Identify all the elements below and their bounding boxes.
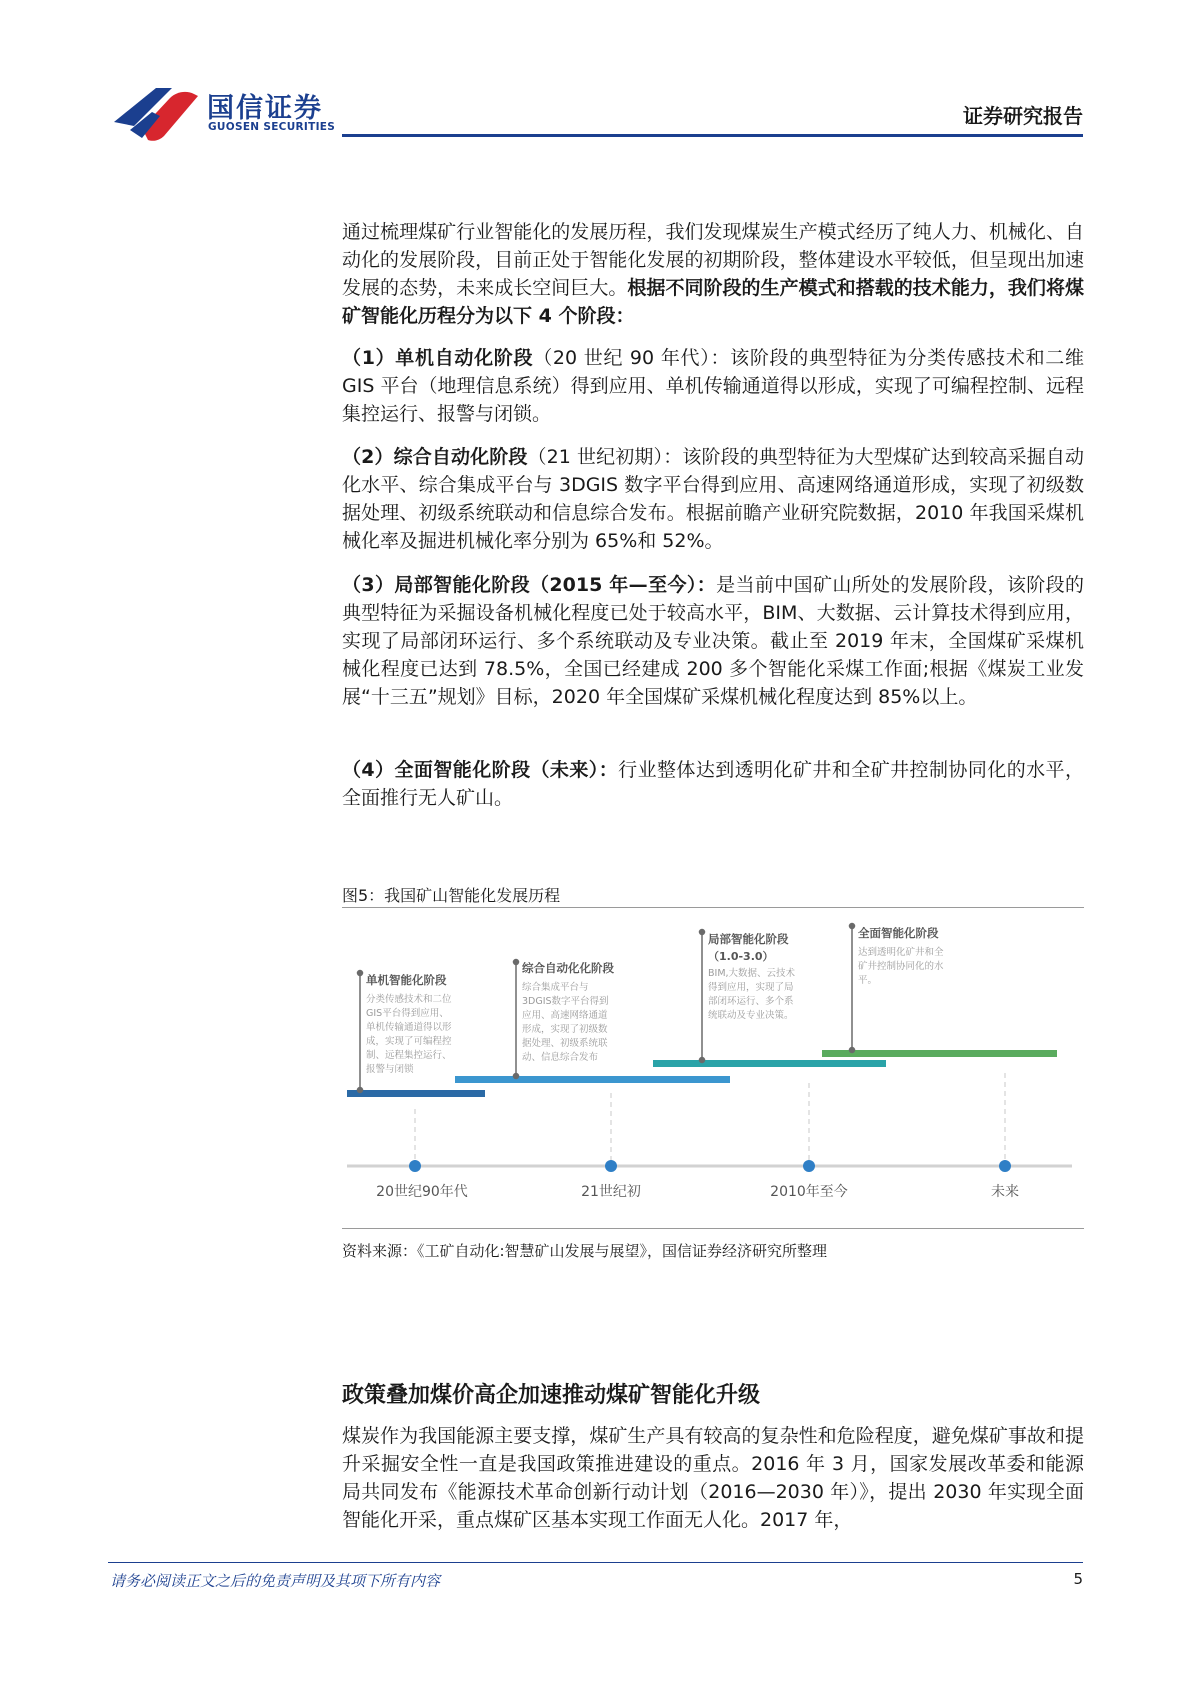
intro-paragraph	[342, 218, 1084, 330]
stage-paragraph	[342, 443, 1084, 555]
section-heading: 政策叠加煤价高企加速推动煤矿智能化升级	[342, 1383, 761, 1408]
stage-box-line: GIS平台得到应用、	[366, 1008, 449, 1019]
callout-dot	[850, 924, 855, 929]
stage-text: 是当前中国矿山所处的发展阶段，该阶段的典型特征为采掘设备机械化程度已处于较高水平，BIM、大数据、云计算技术得到应用，实现了局部闭环运行、多个系统联动及专业决策。截止至 2019 年末，全国煤矿采煤机械化程度已达到 78.5%，全国已经建成 200 多个智能化采煤工作面;根据《煤炭工业发展“十三五”规划》目标，2020 年全国煤矿采煤机械化程度达到 85%以上。	[342, 574, 1084, 708]
header-divider	[342, 134, 1083, 137]
timeline-node	[605, 1160, 617, 1172]
callout-dot	[514, 960, 519, 965]
stage-paragraph	[342, 756, 1084, 812]
figure-caption: 图5：我国矿山智能化发展历程	[342, 886, 561, 905]
stage-box-line: 单机传输通道得以形	[366, 1022, 452, 1033]
footer-disclaimer: 请务必阅读正文之后的免责声明及其项下所有内容	[110, 1572, 441, 1590]
timeline-node	[409, 1160, 421, 1172]
stage-box-line: 3DGIS数字平台得到	[522, 996, 609, 1007]
stage-box-line: 平。	[858, 975, 878, 986]
stage-title: （2）综合自动化阶段	[342, 446, 528, 468]
stage-box-title: 单机智能化阶段	[366, 973, 447, 987]
stage-box-line: 得到应用，实现了局	[708, 982, 794, 993]
report-type-label: 证券研究报告	[963, 104, 1083, 128]
policy-paragraph: 煤炭作为我国能源主要支撑，煤矿生产具有较高的复杂性和危险程度，避免煤矿事故和提升采掘安全性一直是我国政策推进建设的重点。2016 年 3 月，国家发展改革委和能源局共同发布《能源技术革命创新行动计划（2016—2030 年）》，提出 2030 年实现全面智能化开采，重点煤矿区基本实现工作面无人化。2017 年，	[342, 1425, 1084, 1531]
callout-dot	[850, 1048, 855, 1053]
timeline-label: 21世纪初	[581, 1184, 641, 1200]
stage-box-line: 据处理、初级系统联	[522, 1038, 608, 1049]
stage-box-line: 综合集成平台与	[522, 982, 589, 993]
stage-title: （4）全面智能化阶段（未来）：	[342, 759, 619, 781]
callout-dot	[514, 1074, 519, 1079]
callout-dot	[700, 930, 705, 935]
stage-period: （21 世纪初期）	[527, 446, 664, 468]
timeline-label: 未来	[991, 1184, 1019, 1200]
guosen-logo-icon	[112, 84, 202, 144]
stage-box-title: 全面智能化阶段	[858, 926, 939, 940]
stage-period: （20 世纪 90 年代）	[533, 347, 711, 369]
intro-bold-text: 根据不同阶段的生产模式和搭载的技术能力，我们将煤矿智能化历程分为以下 4 个阶段：	[342, 277, 1084, 327]
figure-source: 资料来源：《工矿自动化:智慧矿山发展与展望》，国信证券经济研究所整理	[342, 1242, 828, 1260]
intro-text: 通过梳理煤矿行业智能化的发展历程，我们发现煤炭生产模式经历了纯人力、机械化、自动化的发展阶段，目前正处于智能化发展的初期阶段，整体建设水平较低，但呈现出加速发展的态势，未来成长空间巨大。	[342, 221, 1084, 299]
callout-dot	[358, 1088, 363, 1093]
timeline-diagram	[342, 910, 1084, 1226]
stage-box-line: 矿井控制协同化的水	[858, 961, 944, 972]
stage-box-line: 应用、高速网络通道	[522, 1010, 608, 1021]
stage-box-line: 动、信息综合发布	[522, 1052, 599, 1063]
stage-box-line: 部闭环运行、多个系	[708, 996, 794, 1007]
timeline-label: 20世纪90年代	[376, 1184, 468, 1200]
stage-box-line: 统联动及专业决策。	[708, 1010, 794, 1021]
stage-paragraph	[342, 571, 1084, 711]
stage-title: （3）局部智能化阶段（2015 年—至今）：	[342, 574, 717, 596]
stage-paragraph	[342, 344, 1084, 428]
stage-box-subtitle: （1.0-3.0）	[708, 950, 774, 963]
stage-box-line: 制、远程集控运行、	[366, 1050, 452, 1061]
stage-box-line: 形成，实现了初级数	[522, 1024, 608, 1035]
stage-text: ：该阶段的典型特征为分类传感技术和二维 GIS 平台（地理信息系统）得到应用、单机传输通道得以形成，实现了可编程控制、远程集控运行、报警与闭锁。	[342, 347, 1084, 425]
callout-dot	[358, 971, 363, 976]
figure-top-rule	[342, 907, 1084, 908]
stage-box-title: 综合自动化化阶段	[522, 961, 614, 975]
timeline-label: 2010年至今	[770, 1184, 848, 1200]
timeline-node	[999, 1160, 1011, 1172]
page-number: 5	[1073, 1570, 1083, 1588]
stage-title: （1）单机自动化阶段	[342, 347, 534, 369]
stage-box-line: 成，实现了可编程控	[366, 1036, 452, 1047]
stage-box-line: 报警与闭锁	[366, 1064, 414, 1075]
stage-bar-4	[822, 1050, 1057, 1057]
logo-chinese-name: 国信证券	[207, 93, 323, 124]
stage-box-line: BIM,大数据、云技术	[708, 968, 796, 979]
callout-dot	[700, 1058, 705, 1063]
stage-box-line: 分类传感技术和二位	[366, 994, 452, 1005]
timeline-node	[803, 1160, 815, 1172]
stage-box-line: 达到透明化矿井和全	[858, 947, 944, 958]
figure-bottom-rule	[342, 1228, 1084, 1229]
footer-divider	[108, 1562, 1083, 1563]
stage-text: 行业整体达到透明化矿井和全矿井控制协同化的水平，全面推行无人矿山。	[342, 759, 1084, 809]
stage-box-title: 局部智能化阶段	[708, 932, 789, 946]
stage-bar-1	[347, 1090, 485, 1097]
stage-text: ：该阶段的典型特征为大型煤矿达到较高采掘自动化水平、综合集成平台与 3DGIS 数字平台得到应用、高速网络通道形成，实现了初级数据处理、初级系统联动和信息综合发布。根据前瞻产业研究院数据，2010 年我国采煤机械化率及掘进机械化率分别为 65%和 52%。	[342, 446, 1084, 552]
logo-english-name: GUOSEN SECURITIES	[208, 121, 336, 133]
stage-bar-3	[653, 1060, 886, 1067]
stage-bar-2	[455, 1076, 730, 1083]
